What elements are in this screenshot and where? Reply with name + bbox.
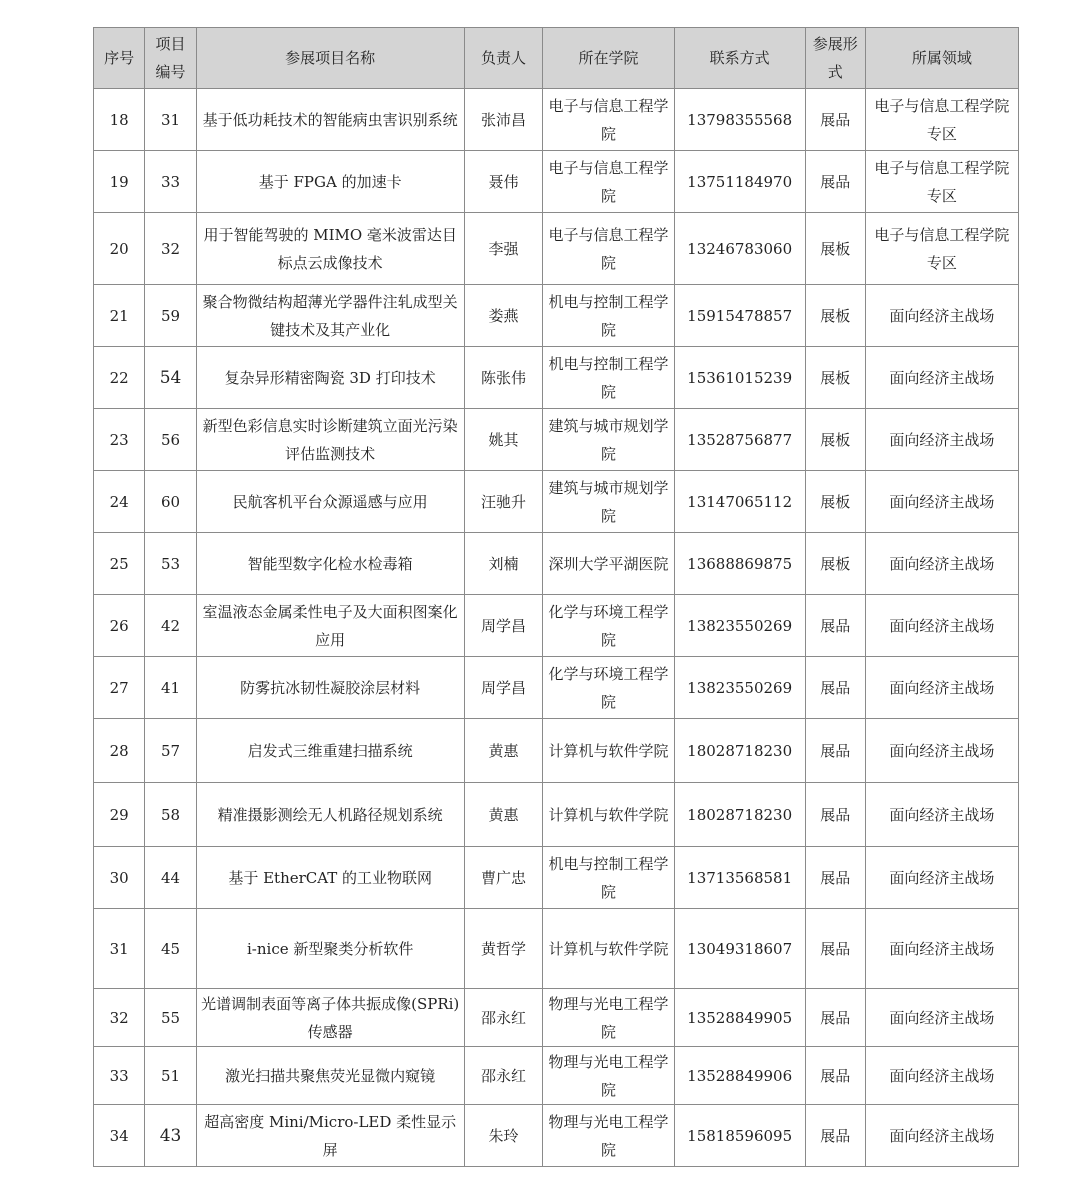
header-seq: 序号 — [94, 28, 145, 89]
cell-contact: 13049318607 — [674, 909, 805, 989]
cell-lead: 朱玲 — [464, 1105, 543, 1167]
cell-seq: 30 — [94, 847, 145, 909]
cell-area: 面向经济主战场 — [865, 285, 1018, 347]
cell-area: 面向经济主战场 — [865, 471, 1018, 533]
cell-form: 展品 — [805, 657, 865, 719]
header-contact: 联系方式 — [674, 28, 805, 89]
cell-seq: 26 — [94, 595, 145, 657]
cell-project-name: 基于低功耗技术的智能病虫害识别系统 — [196, 89, 464, 151]
cell-seq: 20 — [94, 213, 145, 285]
cell-seq: 19 — [94, 151, 145, 213]
cell-contact: 13528849905 — [674, 989, 805, 1047]
cell-area: 面向经济主战场 — [865, 409, 1018, 471]
cell-project-no: 54 — [145, 347, 196, 409]
cell-lead: 周学昌 — [464, 595, 543, 657]
header-college: 所在学院 — [543, 28, 674, 89]
cell-contact: 13528849906 — [674, 1047, 805, 1105]
cell-area: 面向经济主战场 — [865, 657, 1018, 719]
cell-project-no: 45 — [145, 909, 196, 989]
cell-area: 面向经济主战场 — [865, 1047, 1018, 1105]
cell-project-no: 58 — [145, 783, 196, 847]
table-row — [94, 285, 1019, 347]
cell-area: 电子与信息工程学院专区 — [865, 151, 1018, 213]
cell-area: 面向经济主战场 — [865, 347, 1018, 409]
cell-college: 建筑与城市规划学院 — [543, 471, 674, 533]
cell-form: 展板 — [805, 347, 865, 409]
cell-project-name: 智能型数字化检水检毒箱 — [196, 533, 464, 595]
table-row — [94, 471, 1019, 533]
cell-college: 电子与信息工程学院 — [543, 151, 674, 213]
cell-form: 展品 — [805, 989, 865, 1047]
cell-project-no: 43 — [145, 1105, 196, 1167]
table-row — [94, 657, 1019, 719]
cell-seq: 21 — [94, 285, 145, 347]
cell-seq: 27 — [94, 657, 145, 719]
cell-lead: 陈张伟 — [464, 347, 543, 409]
cell-area: 面向经济主战场 — [865, 989, 1018, 1047]
cell-area: 面向经济主战场 — [865, 847, 1018, 909]
cell-form: 展板 — [805, 213, 865, 285]
header-project-name: 参展项目名称 — [196, 28, 464, 89]
cell-project-name: 室温液态金属柔性电子及大面积图案化应用 — [196, 595, 464, 657]
table-row — [94, 347, 1019, 409]
cell-project-name: 启发式三维重建扫描系统 — [196, 719, 464, 783]
cell-area: 面向经济主战场 — [865, 533, 1018, 595]
cell-lead: 聂伟 — [464, 151, 543, 213]
table-row — [94, 151, 1019, 213]
table-row — [94, 409, 1019, 471]
cell-project-no: 33 — [145, 151, 196, 213]
cell-college: 电子与信息工程学院 — [543, 89, 674, 151]
cell-form: 展品 — [805, 847, 865, 909]
cell-lead: 娄燕 — [464, 285, 543, 347]
cell-project-no: 57 — [145, 719, 196, 783]
cell-project-no: 42 — [145, 595, 196, 657]
cell-contact: 13823550269 — [674, 657, 805, 719]
cell-project-name: 基于 EtherCAT 的工业物联网 — [196, 847, 464, 909]
cell-project-name: 基于 FPGA 的加速卡 — [196, 151, 464, 213]
cell-project-name: 激光扫描共聚焦荧光显微内窥镜 — [196, 1047, 464, 1105]
cell-project-no: 53 — [145, 533, 196, 595]
cell-project-no: 41 — [145, 657, 196, 719]
cell-lead: 黄惠 — [464, 719, 543, 783]
cell-project-no: 44 — [145, 847, 196, 909]
cell-lead: 曹广忠 — [464, 847, 543, 909]
table-row — [94, 989, 1019, 1047]
cell-lead: 邵永红 — [464, 1047, 543, 1105]
cell-project-no: 56 — [145, 409, 196, 471]
header-row — [94, 28, 1019, 89]
cell-form: 展板 — [805, 285, 865, 347]
cell-area: 面向经济主战场 — [865, 595, 1018, 657]
cell-form: 展品 — [805, 595, 865, 657]
header-area: 所属领域 — [865, 28, 1018, 89]
header-project-no: 项目编号 — [145, 28, 196, 89]
cell-college: 深圳大学平湖医院 — [543, 533, 674, 595]
cell-lead: 黄哲学 — [464, 909, 543, 989]
cell-project-name: 超高密度 Mini/Micro-LED 柔性显示屏 — [196, 1105, 464, 1167]
cell-project-name: 精准摄影测绘无人机路径规划系统 — [196, 783, 464, 847]
cell-project-name: 民航客机平台众源遥感与应用 — [196, 471, 464, 533]
cell-area: 面向经济主战场 — [865, 909, 1018, 989]
cell-seq: 34 — [94, 1105, 145, 1167]
header-lead: 负责人 — [464, 28, 543, 89]
cell-form: 展板 — [805, 533, 865, 595]
cell-project-name: 防雾抗冰韧性凝胶涂层材料 — [196, 657, 464, 719]
cell-college: 计算机与软件学院 — [543, 783, 674, 847]
cell-contact: 13823550269 — [674, 595, 805, 657]
cell-college: 机电与控制工程学院 — [543, 847, 674, 909]
cell-college: 机电与控制工程学院 — [543, 285, 674, 347]
cell-project-name: i-nice 新型聚类分析软件 — [196, 909, 464, 989]
cell-contact: 13751184970 — [674, 151, 805, 213]
table-row — [94, 533, 1019, 595]
cell-form: 展品 — [805, 783, 865, 847]
cell-lead: 姚其 — [464, 409, 543, 471]
cell-contact: 13713568581 — [674, 847, 805, 909]
exhibit-table — [93, 27, 1019, 1167]
cell-form: 展品 — [805, 1105, 865, 1167]
cell-lead: 邵永红 — [464, 989, 543, 1047]
cell-contact: 13246783060 — [674, 213, 805, 285]
table-row — [94, 909, 1019, 989]
cell-lead: 黄惠 — [464, 783, 543, 847]
cell-seq: 18 — [94, 89, 145, 151]
cell-college: 电子与信息工程学院 — [543, 213, 674, 285]
cell-contact: 13798355568 — [674, 89, 805, 151]
cell-college: 物理与光电工程学院 — [543, 1047, 674, 1105]
cell-project-name: 用于智能驾驶的 MIMO 毫米波雷达目标点云成像技术 — [196, 213, 464, 285]
cell-form: 展品 — [805, 151, 865, 213]
header-form: 参展形式 — [805, 28, 865, 89]
cell-college: 计算机与软件学院 — [543, 909, 674, 989]
cell-seq: 24 — [94, 471, 145, 533]
cell-seq: 33 — [94, 1047, 145, 1105]
table-row — [94, 89, 1019, 151]
cell-seq: 31 — [94, 909, 145, 989]
cell-project-no: 60 — [145, 471, 196, 533]
cell-lead: 汪驰升 — [464, 471, 543, 533]
cell-form: 展品 — [805, 1047, 865, 1105]
table-row — [94, 595, 1019, 657]
cell-project-name: 新型色彩信息实时诊断建筑立面光污染评估监测技术 — [196, 409, 464, 471]
cell-seq: 29 — [94, 783, 145, 847]
cell-contact: 15818596095 — [674, 1105, 805, 1167]
cell-project-no: 51 — [145, 1047, 196, 1105]
cell-form: 展品 — [805, 909, 865, 989]
cell-contact: 13528756877 — [674, 409, 805, 471]
table-row — [94, 1047, 1019, 1105]
cell-seq: 23 — [94, 409, 145, 471]
cell-college: 物理与光电工程学院 — [543, 1105, 674, 1167]
cell-project-no: 31 — [145, 89, 196, 151]
cell-project-name: 光谱调制表面等离子体共振成像(SPRi)传感器 — [196, 989, 464, 1047]
cell-lead: 张沛昌 — [464, 89, 543, 151]
cell-form: 展品 — [805, 719, 865, 783]
cell-area: 面向经济主战场 — [865, 783, 1018, 847]
table-row — [94, 783, 1019, 847]
cell-college: 化学与环境工程学院 — [543, 657, 674, 719]
cell-seq: 22 — [94, 347, 145, 409]
cell-lead: 刘楠 — [464, 533, 543, 595]
cell-contact: 15361015239 — [674, 347, 805, 409]
cell-form: 展品 — [805, 89, 865, 151]
cell-contact: 18028718230 — [674, 783, 805, 847]
table-row — [94, 213, 1019, 285]
cell-lead: 周学昌 — [464, 657, 543, 719]
cell-area: 面向经济主战场 — [865, 719, 1018, 783]
cell-contact: 18028718230 — [674, 719, 805, 783]
cell-seq: 25 — [94, 533, 145, 595]
cell-project-name: 聚合物微结构超薄光学器件注轧成型关键技术及其产业化 — [196, 285, 464, 347]
cell-area: 面向经济主战场 — [865, 1105, 1018, 1167]
cell-college: 机电与控制工程学院 — [543, 347, 674, 409]
cell-lead: 李强 — [464, 213, 543, 285]
cell-college: 化学与环境工程学院 — [543, 595, 674, 657]
cell-contact: 13147065112 — [674, 471, 805, 533]
cell-seq: 28 — [94, 719, 145, 783]
table-row — [94, 1105, 1019, 1167]
cell-area: 电子与信息工程学院专区 — [865, 213, 1018, 285]
cell-seq: 32 — [94, 989, 145, 1047]
cell-form: 展板 — [805, 409, 865, 471]
cell-college: 物理与光电工程学院 — [543, 989, 674, 1047]
cell-contact: 15915478857 — [674, 285, 805, 347]
table-row — [94, 719, 1019, 783]
cell-contact: 13688869875 — [674, 533, 805, 595]
cell-form: 展板 — [805, 471, 865, 533]
cell-area: 电子与信息工程学院专区 — [865, 89, 1018, 151]
cell-college: 建筑与城市规划学院 — [543, 409, 674, 471]
cell-college: 计算机与软件学院 — [543, 719, 674, 783]
cell-project-no: 32 — [145, 213, 196, 285]
cell-project-name: 复杂异形精密陶瓷 3D 打印技术 — [196, 347, 464, 409]
table-row — [94, 847, 1019, 909]
cell-project-no: 59 — [145, 285, 196, 347]
cell-project-no: 55 — [145, 989, 196, 1047]
